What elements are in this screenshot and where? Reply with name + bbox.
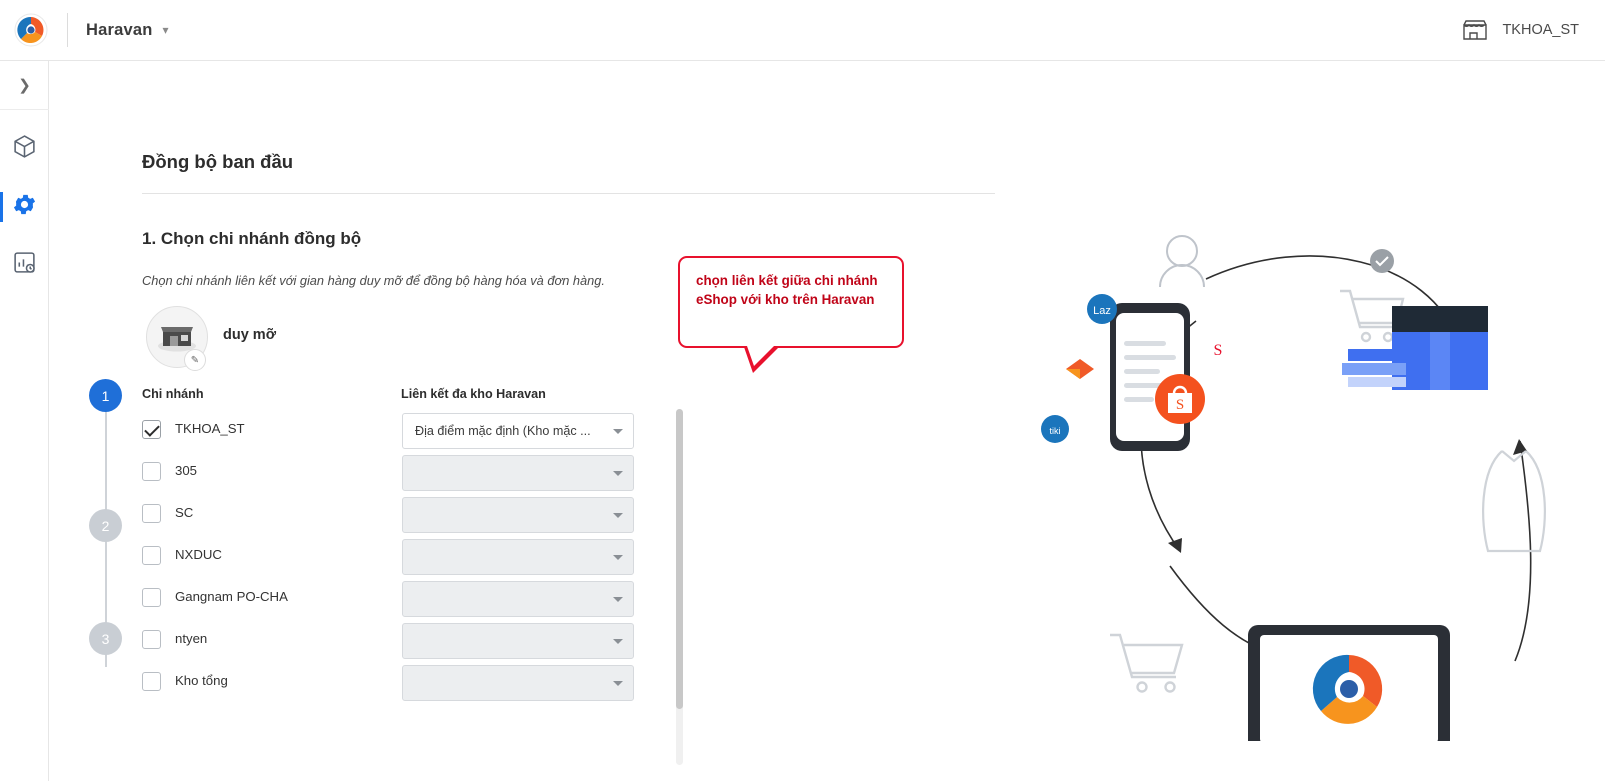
- annotation-callout: [678, 256, 904, 348]
- branch-table: [142, 411, 687, 705]
- table-row: [142, 453, 687, 495]
- branch-name: ntyen: [175, 631, 208, 646]
- haravan-logo-icon[interactable]: [0, 0, 61, 61]
- warehouse-select[interactable]: [402, 539, 634, 575]
- shop-switcher[interactable]: [86, 21, 169, 40]
- branch-checkbox[interactable]: [142, 630, 161, 649]
- sidebar-item-reports[interactable]: [0, 236, 49, 294]
- top-bar: [0, 0, 1605, 61]
- table-row: [142, 495, 687, 537]
- table-row: [142, 663, 687, 705]
- branch-name: NXDUC: [175, 547, 222, 562]
- branch-checkbox[interactable]: [142, 462, 161, 481]
- table-row: [142, 621, 687, 663]
- chevron-down-icon[interactable]: ▾: [162, 23, 169, 37]
- sync-flow-illustration: [1010, 221, 1570, 741]
- warehouse-select[interactable]: [402, 455, 634, 491]
- store-icon[interactable]: [1462, 19, 1488, 41]
- chevron-down-icon: [613, 555, 623, 560]
- chevron-down-icon: [613, 681, 623, 686]
- branch-name: Gangnam PO-CHA: [175, 589, 288, 604]
- branch-checkbox[interactable]: [142, 504, 161, 523]
- column-header-link: Liên kết đa kho Haravan: [401, 387, 546, 401]
- stepper: [76, 379, 136, 699]
- main-content: [50, 61, 1605, 781]
- table-row: [142, 537, 687, 579]
- svg-text:tiki: tiki: [1049, 426, 1061, 436]
- branch-checkbox[interactable]: [142, 588, 161, 607]
- branch-checkbox[interactable]: [142, 420, 161, 439]
- warehouse-select-value: Địa điểm mặc định (Kho mặc ...: [415, 424, 591, 438]
- table-row: [142, 411, 687, 453]
- sidebar-item-settings[interactable]: [0, 178, 49, 236]
- branch-name: 305: [175, 463, 198, 478]
- shop-name-label: Haravan: [86, 20, 153, 39]
- chevron-down-icon: [613, 597, 623, 602]
- svg-text:S: S: [1213, 342, 1223, 359]
- branch-name: TKHOA_ST: [175, 421, 245, 436]
- warehouse-select[interactable]: [402, 581, 634, 617]
- pencil-icon[interactable]: ✎: [184, 349, 206, 371]
- branch-name: Kho tổng: [175, 673, 228, 688]
- annotation-text: chọn liên kết giữa chi nhánh eShop với kho trên Haravan: [696, 273, 878, 308]
- box-icon: [12, 134, 37, 164]
- svg-text:Laz: Laz: [1093, 305, 1111, 317]
- branch-name: SC: [175, 505, 194, 520]
- chevron-down-icon: [613, 471, 623, 476]
- table-row: [142, 579, 687, 621]
- chevron-down-icon: [613, 513, 623, 518]
- branch-checkbox[interactable]: [142, 546, 161, 565]
- svg-text:S: S: [1175, 397, 1185, 413]
- warehouse-select[interactable]: [402, 665, 634, 701]
- column-header-branch: Chi nhánh: [142, 387, 204, 401]
- branch-checkbox[interactable]: [142, 672, 161, 691]
- left-rail: [0, 61, 49, 781]
- warehouse-select[interactable]: [402, 413, 634, 449]
- gear-icon: [11, 191, 38, 223]
- list-scrollbar-thumb[interactable]: [676, 409, 683, 709]
- stepper-step-1[interactable]: 1: [89, 379, 122, 412]
- title-divider: [142, 193, 995, 194]
- report-icon: [12, 250, 37, 280]
- section-title: 1. Chọn chi nhánh đồng bộ: [142, 229, 362, 248]
- chevron-down-icon: [613, 639, 623, 644]
- warehouse-select[interactable]: [402, 623, 634, 659]
- sidebar-item-products[interactable]: [0, 120, 49, 178]
- annotation-callout-tail-inner: [747, 346, 774, 366]
- section-description: Chọn chi nhánh liên kết với gian hàng duy mỡ để đồng bộ hàng hóa và đơn hàng.: [142, 273, 605, 288]
- page-title: Đồng bộ ban đầu: [142, 151, 294, 172]
- chevron-down-icon: [613, 429, 623, 434]
- warehouse-select[interactable]: [402, 497, 634, 533]
- top-bar-right: [1462, 19, 1605, 41]
- shop-display-name: duy mỡ: [223, 327, 277, 343]
- stepper-step-3[interactable]: 3: [89, 622, 122, 655]
- account-name-label[interactable]: TKHOA_ST: [1502, 22, 1579, 38]
- stepper-step-2[interactable]: 2: [89, 509, 122, 542]
- rail-expand-toggle[interactable]: ❯: [0, 61, 49, 110]
- header-divider: [67, 13, 68, 47]
